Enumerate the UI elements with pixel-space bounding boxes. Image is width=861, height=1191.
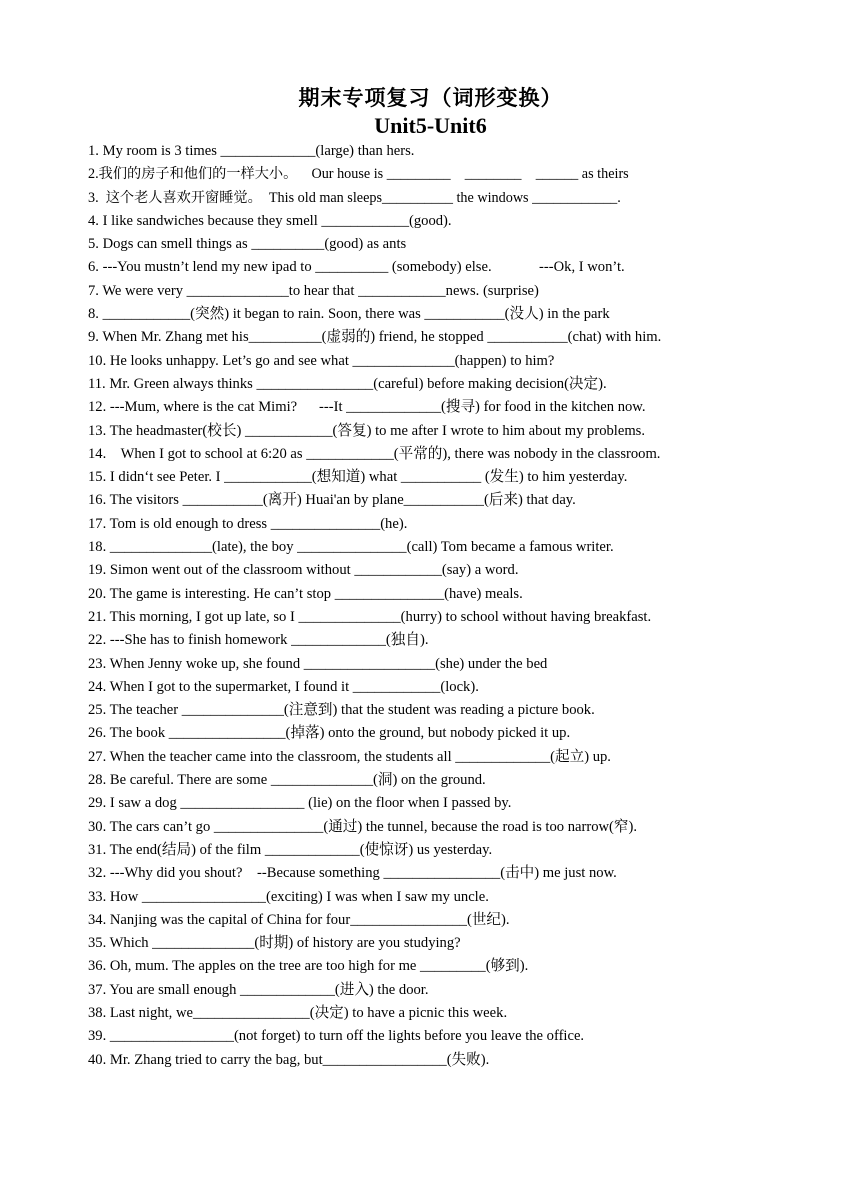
exercise-item: 3. 这个老人喜欢开窗睡觉。 This old man sleeps__________ the windows ____________. (88, 189, 621, 206)
exercise-item: 40. Mr. Zhang tried to carry the bag, but_________________(失败). (88, 1051, 490, 1068)
exercise-item: 6. ---You mustn’t lend my new ipad to __________ (somebody) else. ---Ok, I won’t. (88, 259, 625, 276)
exercise-item: 34. Nanjing was the capital of China for four________________(世纪). (88, 911, 510, 928)
exercise-item: 11. Mr. Green always thinks ________________(careful) before making decision(决定). (88, 375, 607, 392)
exercise-item: 27. When the teacher came into the classroom, the students all _____________(起立) up. (88, 748, 611, 765)
exercise-list (88, 140, 848, 1072)
exercise-item: 9. When Mr. Zhang met his__________(虚弱的) friend, he stopped ___________(chat) with him. (88, 329, 662, 346)
exercise-item: 20. The game is interesting. He can’t stop _______________(have) meals. (88, 585, 523, 602)
exercise-item: 21. This morning, I got up late, so I ______________(hurry) to school without having breakfast. (88, 608, 652, 625)
exercise-item: 18. ______________(late), the boy _______________(call) Tom became a famous writer. (88, 539, 614, 556)
exercise-item: 30. The cars can’t go _______________(通过) the tunnel, because the road is too narrow(窄). (88, 818, 638, 835)
exercise-item: 15. I didn‘t see Peter. I ____________(想知道) what ___________ (发生) to him yesterday. (88, 469, 628, 486)
exercise-item: 24. When I got to the supermarket, I found it ____________(lock). (88, 678, 479, 695)
exercise-item: 31. The end(结局) of the film _____________(使惊讶) us yesterday. (88, 841, 493, 858)
exercise-item: 13. The headmaster(校长) ____________(答复) to me after I wrote to him about my problems. (88, 422, 646, 439)
exercise-item: 33. How _________________(exciting) I was when I saw my uncle. (88, 888, 489, 905)
exercise-item: 12. ---Mum, where is the cat Mimi? ---It _____________(搜寻) for food in the kitchen now. (88, 399, 646, 416)
exercise-item: 35. Which ______________(时期) of history are you studying? (88, 935, 461, 952)
exercise-item: 7. We were very ______________to hear that ____________news. (surprise) (88, 282, 539, 299)
exercise-item: 4. I like sandwiches because they smell ____________(good). (88, 212, 452, 229)
exercise-item: 25. The teacher ______________(注意到) that the student was reading a picture book. (88, 702, 595, 719)
exercise-item: 39. _________________(not forget) to turn off the lights before you leave the office. (88, 1028, 585, 1045)
exercise-item: 10. He looks unhappy. Let’s go and see what ______________(happen) to him? (88, 352, 555, 369)
exercise-item: 1. My room is 3 times _____________(large) than hers. (88, 143, 415, 159)
exercise-item: 5. Dogs can smell things as __________(good) as ants (88, 236, 407, 253)
exercise-item: 38. Last night, we________________(决定) to have a picnic this week. (88, 1004, 508, 1021)
exercise-item: 28. Be careful. There are some ______________(洞) on the ground. (88, 772, 486, 789)
exercise-item: 37. You are small enough _____________(进入) the door. (88, 981, 429, 998)
exercise-item: 26. The book ________________(掉落) onto the ground, but nobody picked it up. (88, 725, 571, 742)
exercise-item: 16. The visitors ___________(离开) Huai'an by plane___________(后来) that day. (88, 492, 576, 509)
exercise-item: 17. Tom is old enough to dress _______________(he). (88, 515, 408, 532)
exercise-item: 32. ---Why did you shout? --Because something ________________(击中) me just now. (88, 865, 617, 882)
exercise-item: 19. Simon went out of the classroom without ____________(say) a word. (88, 562, 519, 579)
page-subtitle: Unit5-Unit6 (374, 113, 487, 138)
exercise-item: 14. When I got to school at 6:20 as ____________(平常的), there was nobody in the classroom. (88, 445, 661, 462)
exercise-item: 22. ---She has to finish homework _____________(独自). (88, 632, 429, 649)
exercise-item: 36. Oh, mum. The apples on the tree are too high for me _________(够到). (88, 958, 529, 975)
exercise-item: 29. I saw a dog _________________ (lie) on the floor when I passed by. (88, 795, 512, 812)
exercise-item: 8. ____________(突然) it began to rain. Soon, there was ___________(没人) in the park (88, 306, 610, 323)
page-title: 期末专项复习（词形变换） (298, 86, 563, 110)
exercise-item: 23. When Jenny woke up, she found __________________(she) under the bed (88, 655, 548, 672)
exercise-item: 2.我们的房子和他们的一样大小。 Our house is _________ ________ ______ as theirs (88, 166, 629, 183)
